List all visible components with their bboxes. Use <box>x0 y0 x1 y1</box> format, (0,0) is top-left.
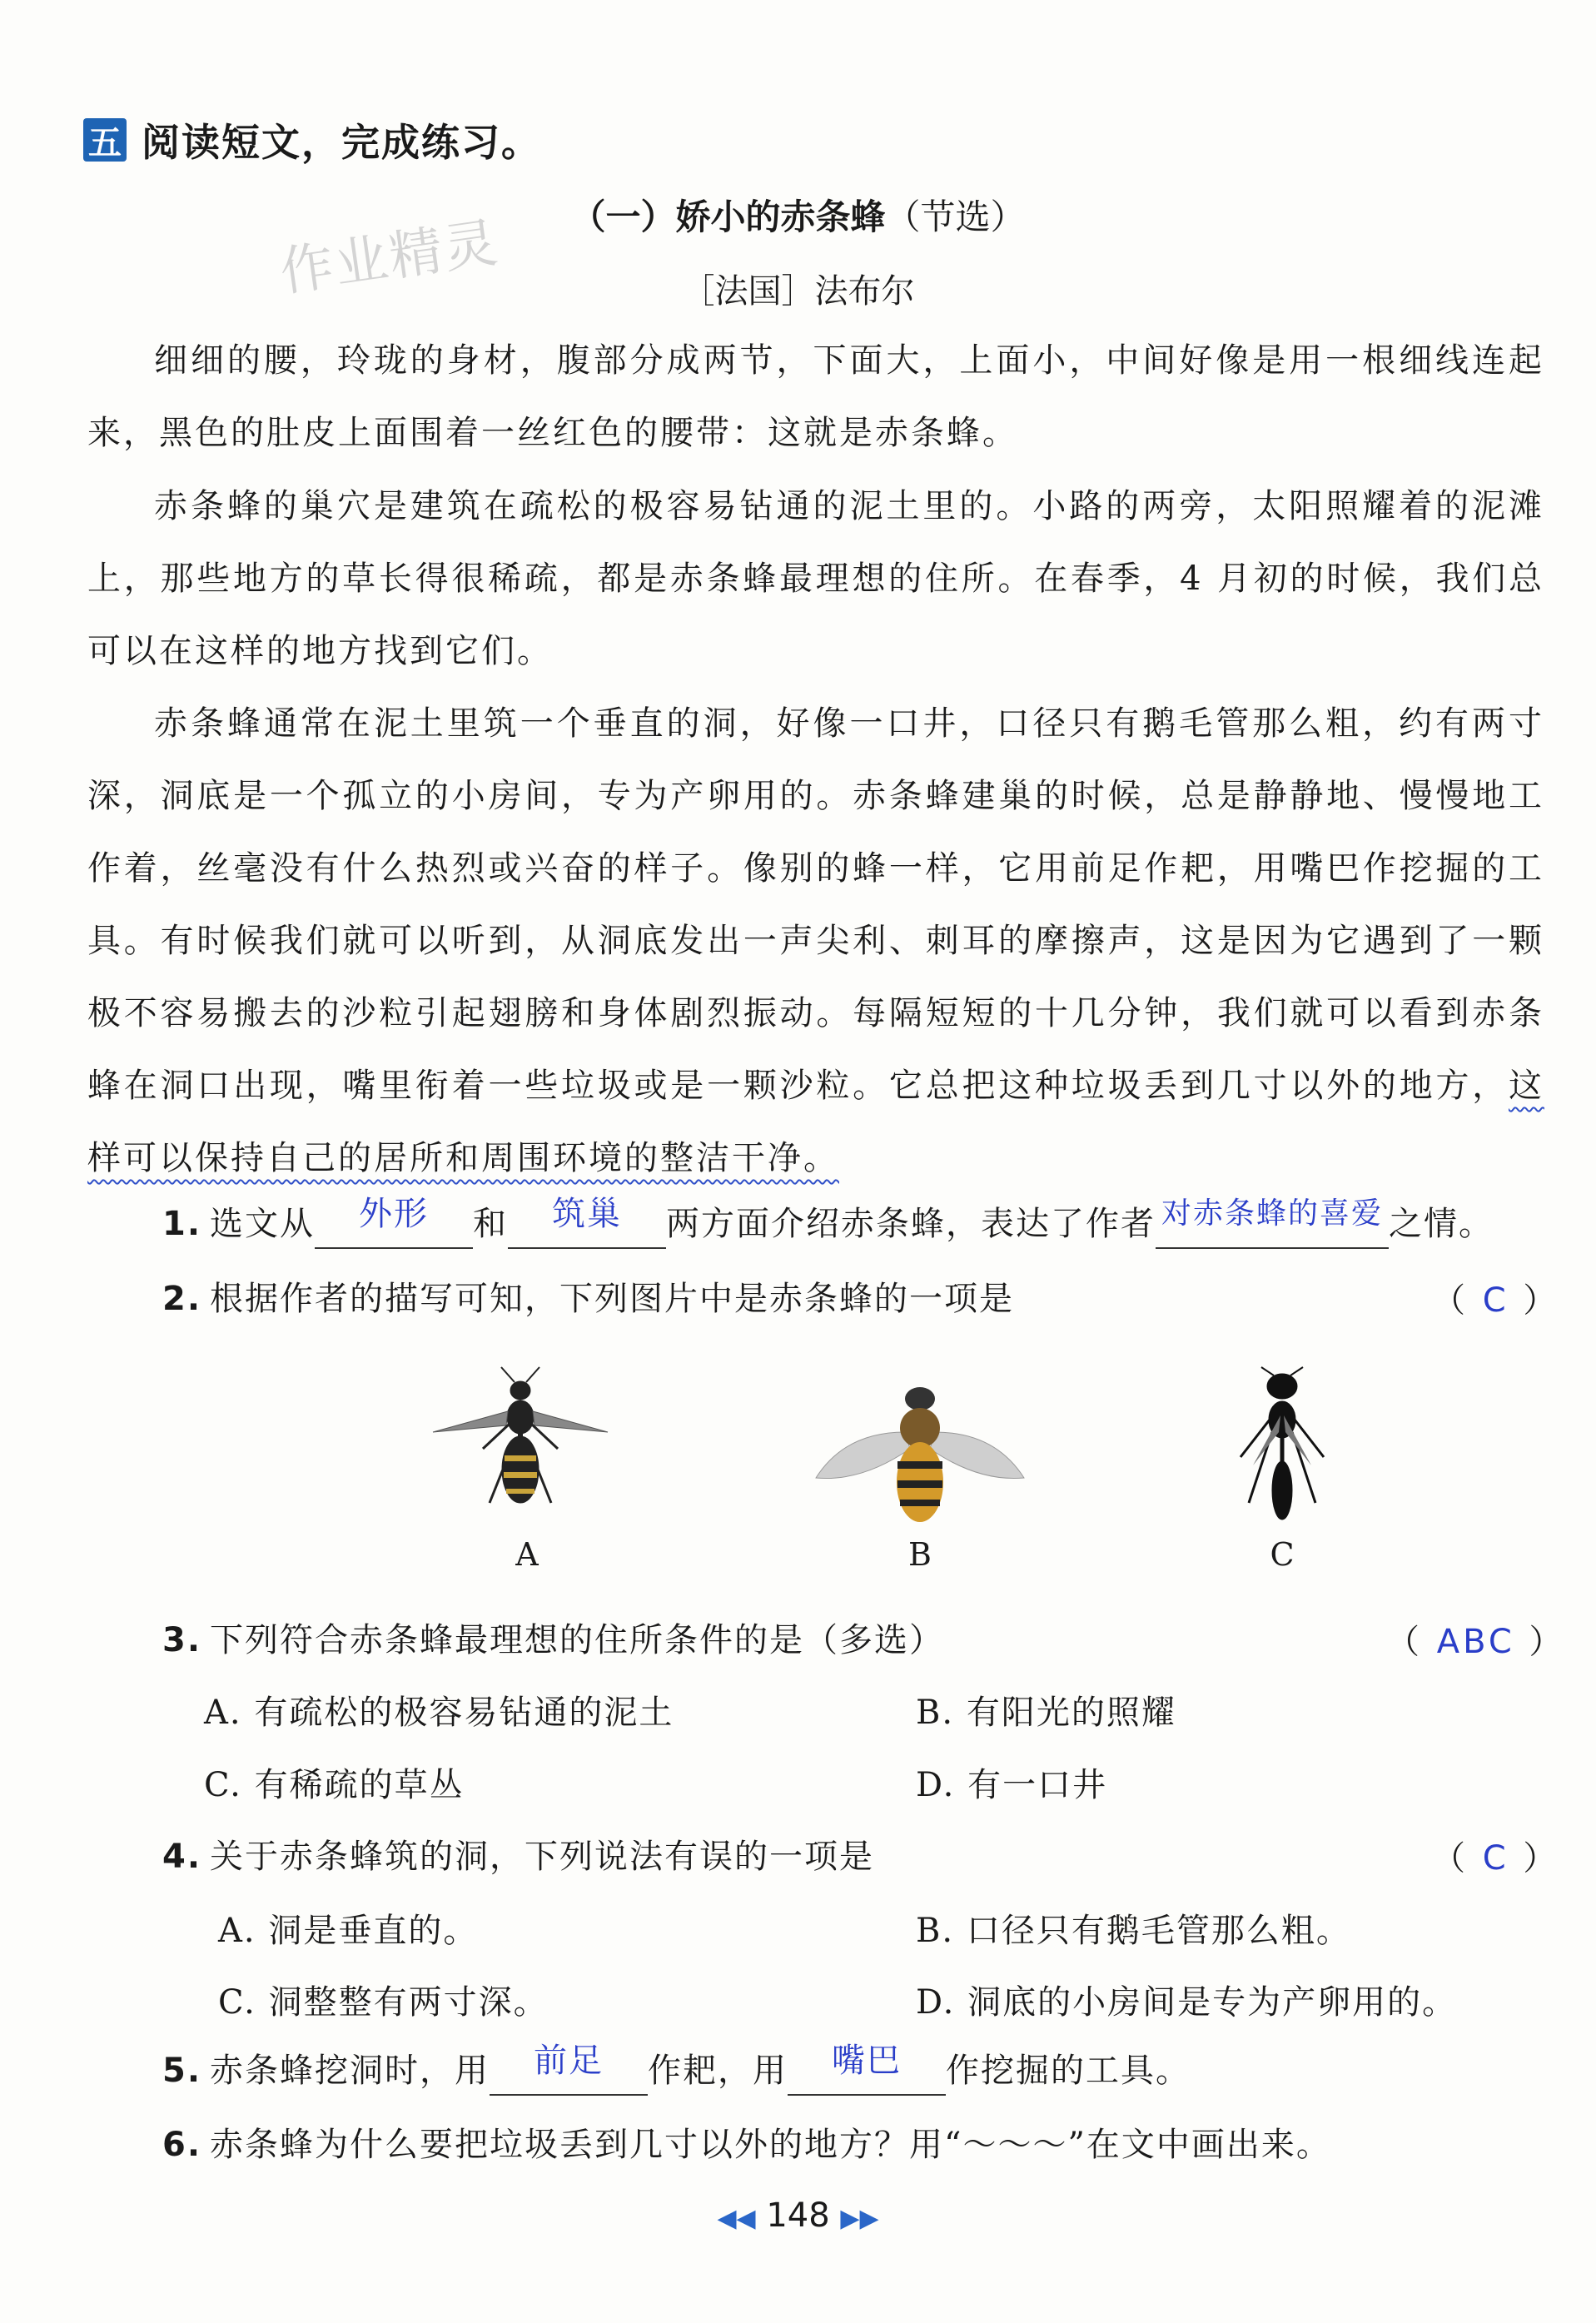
article-title-note: （节选） <box>885 196 1026 237</box>
question-text: 根据作者的描写可知，下列图片中是赤条蜂的一项是 <box>210 1280 1015 1318</box>
section-header <box>83 112 541 167</box>
option-a[interactable]: A. 洞是垂直的。 <box>218 1912 479 1950</box>
option-d[interactable]: D. 洞底的小房间是专为产卵用的。 <box>916 1983 1458 2022</box>
question-text: 作挖掘的工具。 <box>946 2052 1191 2090</box>
answer-text: 嘴巴 <box>832 2042 902 2080</box>
answer-parentheses[interactable]: （ C ） <box>1432 1281 1560 1320</box>
question-4 <box>162 1832 874 1882</box>
image-label-b: B <box>908 1536 932 1573</box>
page-footer <box>0 2196 1596 2235</box>
answer-text: C <box>1482 1839 1509 1878</box>
question-number: 1. <box>162 1205 202 1243</box>
bee-image-b[interactable] <box>812 1382 1028 1532</box>
answer-parentheses[interactable]: （ ABC ） <box>1386 1623 1566 1661</box>
image-label-a: A <box>515 1536 539 1573</box>
wavy-underlined-sentence: 这样可以保持自己的居所和周围环境的整洁干净。 <box>87 1067 1544 1177</box>
paragraph-2: 赤条蜂的巢穴是建筑在疏松的极容易钻通的泥土里的。小路的两旁，太阳照耀着的泥滩上，那些地方的草长得很稀疏，都是赤条蜂最理想的住所。在春季，4 月初的时候，我们总可以在这样的地方找到它们。 <box>87 487 1544 670</box>
answer-blank[interactable] <box>788 2042 946 2096</box>
answer-text: C <box>1482 1281 1509 1320</box>
question-text: 之情。 <box>1389 1205 1494 1243</box>
question-number: 6. <box>162 2126 202 2164</box>
article-title <box>0 190 1596 240</box>
page-number: 148 <box>766 2196 830 2235</box>
thorax <box>507 1400 534 1434</box>
answer-text: 对赤条蜂的喜爱 <box>1161 1196 1384 1231</box>
wasp-image-a[interactable] <box>425 1365 616 1515</box>
head <box>510 1381 530 1400</box>
question-text: 赤条蜂挖洞时，用 <box>210 2052 490 2090</box>
article-title-text: （一）娇小的赤条蜂 <box>570 196 886 237</box>
option-b[interactable]: B. 有阳光的照耀 <box>916 1694 1176 1732</box>
answer-text: 筑巢 <box>552 1195 623 1233</box>
question-2 <box>162 1274 1014 1324</box>
question-text: 作耙，用 <box>648 2052 788 2090</box>
answer-blank[interactable] <box>315 1195 473 1249</box>
question-5 <box>162 2042 1191 2096</box>
answer-blank[interactable] <box>490 2042 648 2096</box>
answer-text: 外形 <box>359 1195 430 1233</box>
answer-parentheses[interactable]: （ C ） <box>1432 1839 1560 1878</box>
wasp-image-c[interactable] <box>1224 1365 1340 1524</box>
answer-blank[interactable] <box>508 1195 666 1249</box>
option-d[interactable]: D. 有一口井 <box>916 1766 1108 1804</box>
paragraph-3 <box>87 688 1544 1195</box>
option-a[interactable]: A. 有疏松的极容易钻通的泥土 <box>204 1694 674 1732</box>
question-text: 关于赤条蜂筑的洞，下列说法有误的一项是 <box>210 1838 875 1876</box>
watermark: 作业精灵 <box>276 211 503 304</box>
option-b[interactable]: B. 口径只有鹅毛管那么粗。 <box>916 1912 1351 1950</box>
article-author: ［法国］法布尔 <box>681 272 915 311</box>
next-page-icon[interactable]: ▶▶ <box>840 2204 879 2233</box>
question-text: 下列符合赤条蜂最理想的住所条件的是（多选） <box>210 1621 945 1659</box>
option-c[interactable]: C. 洞整整有两寸深。 <box>218 1983 549 2022</box>
question-text: 和 <box>473 1205 509 1243</box>
section-title: 阅读短文，完成练习。 <box>142 120 541 165</box>
question-number: 2. <box>162 1280 202 1318</box>
question-number: 5. <box>162 2052 202 2090</box>
paragraph-1: 细细的腰，玲珑的身材，腹部分成两节，下面大，上面小，中间好像是用一根细线连起来，黑色的肚皮上面围着一丝红色的腰带：这就是赤条蜂。 <box>87 341 1544 452</box>
question-text: 选文从 <box>210 1205 316 1243</box>
question-text: 两方面介绍赤条蜂，表达了作者 <box>666 1205 1156 1243</box>
prev-page-icon[interactable]: ◀◀ <box>717 2204 756 2233</box>
answer-text: 前足 <box>534 2042 604 2080</box>
question-3 <box>162 1615 944 1665</box>
answer-text: ABC <box>1436 1623 1515 1661</box>
image-label-c: C <box>1270 1536 1295 1573</box>
question-number: 3. <box>162 1621 202 1659</box>
question-1 <box>162 1195 1494 1249</box>
question-6 <box>162 2120 1331 2170</box>
paragraph-3-text: 赤条蜂通常在泥土里筑一个垂直的洞，好像一口井，口径只有鹅毛管那么粗，约有两寸深，洞底是一个孤立的小房间，专为产卵用的。赤条蜂建巢的时候，总是静静地、慢慢地工作着，丝毫没有什么热烈或兴奋的样子。像别的蜂一样，它用前足作耙，用嘴巴作挖掘的工具。有时候我们就可以听到，从洞底发出一声尖利、刺耳的摩擦声，这是因为它遇到了一颗极不容易搬去的沙粒引起翅膀和身体剧烈振动。每隔短短的十几分钟，我们就可以看到赤条蜂在洞口出现，嘴里衔着一些垃圾或是一颗沙粒。它总把这种垃圾丢到几寸以外的地方， <box>87 704 1544 1105</box>
option-c[interactable]: C. 有稀疏的草丛 <box>204 1766 465 1804</box>
section-badge: 五 <box>83 118 127 162</box>
answer-blank[interactable] <box>1156 1196 1389 1249</box>
question-text: 赤条蜂为什么要把垃圾丢到几寸以外的地方？用“～～～”在文中画出来。 <box>210 2126 1331 2164</box>
question-number: 4. <box>162 1838 202 1876</box>
